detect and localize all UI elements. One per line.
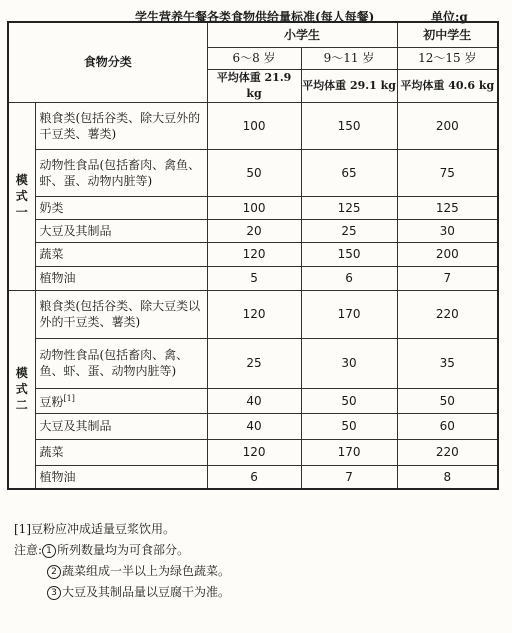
value-cell: 100	[207, 102, 301, 149]
note-text: 所列数量均为可食部分。	[57, 543, 190, 557]
food-cell: 大豆及其制品	[35, 219, 207, 242]
food-cell: 植物油	[35, 266, 207, 290]
food-cell	[35, 388, 207, 413]
notes-section	[14, 519, 494, 603]
food-cell: 奶类	[35, 196, 207, 219]
value-cell: 170	[301, 439, 397, 465]
value-cell: 6	[301, 266, 397, 290]
value-cell: 35	[397, 338, 498, 388]
value-cell: 30	[301, 338, 397, 388]
food-cell: 动物性食品(包括畜肉、禽鱼、虾、蛋、动物内脏等)	[35, 149, 207, 196]
value-cell: 40	[207, 413, 301, 439]
age-group-1: 6～8 岁	[207, 47, 301, 69]
value-cell: 120	[207, 242, 301, 266]
value-cell: 30	[397, 219, 498, 242]
mode-one-label: 模 式 一	[8, 102, 35, 290]
food-cell: 粮食类(包括谷类、除大豆类以外的干豆类、薯类)	[35, 290, 207, 338]
value-cell: 65	[301, 149, 397, 196]
circled-number: 3	[47, 586, 61, 600]
value-cell: 50	[301, 388, 397, 413]
value-cell: 50	[397, 388, 498, 413]
food-cell: 大豆及其制品	[35, 413, 207, 439]
food-cell: 蔬菜	[35, 439, 207, 465]
value-cell: 6	[207, 465, 301, 489]
header-primary: 小学生	[207, 22, 397, 47]
footnote-marker: [1]	[63, 394, 75, 403]
unit-label: 单位:g	[431, 10, 468, 24]
header-category: 食物分类	[8, 22, 207, 102]
header-junior: 初中学生	[397, 22, 498, 47]
age-group-2: 9～11 岁	[301, 47, 397, 69]
table-title: 学生营养午餐各类食物供给量标准(每人每餐)	[135, 10, 375, 24]
value-cell: 20	[207, 219, 301, 242]
value-cell: 125	[397, 196, 498, 219]
food-cell: 粮食类(包括谷类、除大豆外的干豆类、薯类)	[35, 102, 207, 149]
value-cell: 50	[301, 413, 397, 439]
value-cell: 7	[397, 266, 498, 290]
circled-number: 2	[47, 565, 61, 579]
value-cell: 170	[301, 290, 397, 338]
weight-group-1: 平均体重 21.9 kg	[207, 69, 301, 102]
value-cell: 220	[397, 290, 498, 338]
food-supply-table	[7, 21, 499, 490]
value-cell: 120	[207, 439, 301, 465]
value-cell: 7	[301, 465, 397, 489]
value-cell: 150	[301, 242, 397, 266]
footnote-text: [1]豆粉应冲成适量豆浆饮用。	[14, 522, 175, 536]
weight-group-3: 平均体重 40.6 kg	[397, 69, 498, 102]
value-cell: 25	[301, 219, 397, 242]
value-cell: 25	[207, 338, 301, 388]
value-cell: 8	[397, 465, 498, 489]
food-cell: 动物性食品(包括畜肉、禽、鱼、虾、蛋、动物内脏等)	[35, 338, 207, 388]
note-text: 蔬菜组成一半以上为绿色蔬菜。	[62, 564, 231, 578]
note-line-2	[14, 561, 494, 582]
note-line-1	[14, 540, 494, 561]
value-cell: 200	[397, 242, 498, 266]
food-name: 豆粉	[39, 395, 64, 409]
value-cell: 125	[301, 196, 397, 219]
value-cell: 50	[207, 149, 301, 196]
weight-group-2: 平均体重 29.1 kg	[301, 69, 397, 102]
food-cell: 蔬菜	[35, 242, 207, 266]
value-cell: 60	[397, 413, 498, 439]
value-cell: 40	[207, 388, 301, 413]
circled-number: 1	[42, 544, 56, 558]
value-cell: 120	[207, 290, 301, 338]
value-cell: 75	[397, 149, 498, 196]
note-line-3	[14, 582, 494, 603]
value-cell: 200	[397, 102, 498, 149]
mode-two-label: 模 式 二	[8, 290, 35, 489]
food-cell: 植物油	[35, 465, 207, 489]
age-group-3: 12～15 岁	[397, 47, 498, 69]
note-text: 大豆及其制品量以豆腐干为准。	[62, 585, 231, 599]
value-cell: 100	[207, 196, 301, 219]
value-cell: 150	[301, 102, 397, 149]
note-prefix: 注意:	[14, 543, 43, 557]
value-cell: 5	[207, 266, 301, 290]
value-cell: 220	[397, 439, 498, 465]
